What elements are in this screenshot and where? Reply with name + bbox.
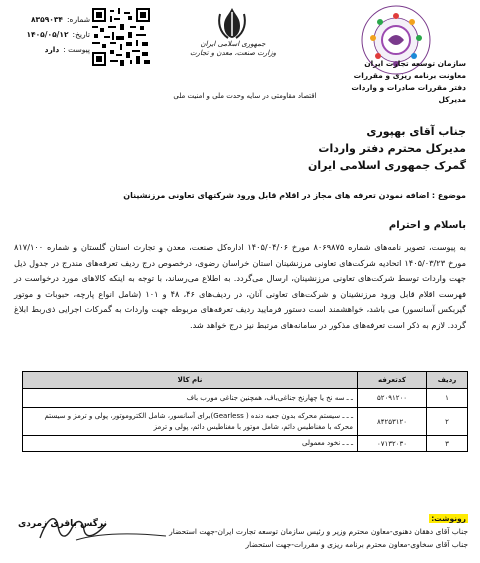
org-line: سازمان توسعه تجارت ایران (364, 59, 466, 68)
attachment-label: پیوست : (63, 45, 90, 54)
goods-name: ـ ـ ـ نخود معمولی (23, 436, 358, 452)
addressee-line: گمرک جمهوری اسلامی ایران (307, 159, 466, 172)
cc-line: جناب آقای سخاوی-معاون محترم برنامه ریزی و مقررات-جهت استحضار (245, 540, 468, 549)
table-row (23, 408, 468, 436)
number-value: ۸۳۵۹۰۳۴ (30, 15, 64, 24)
cc-label: رونوشت: (431, 514, 466, 523)
date-value: ۱۴۰۵/۰۵/۱۲ (26, 30, 69, 39)
goods-name: ـ ـ ـ سیستم محرکه بدون جعبه دنده ( Gearless)برای آسانسور، شامل الکتروموتور، پولی و ترمز و سیستم محرکه با مغناطیس دائم، شامل موتور با مغناطیس دائم، پولی و ترمز (23, 408, 358, 436)
number-label: شماره: (67, 15, 90, 24)
cc-line: جناب آقای دهقان دهنوی-معاون محترم وزیر و رئیس سازمان توسعه تجارت ایران-جهت استحضار (169, 527, 468, 536)
carbon-copy (8, 512, 468, 551)
letter-number (6, 12, 90, 27)
row-number: ۱ (427, 389, 468, 408)
iran-emblem-icon (214, 6, 250, 40)
letter-meta (6, 12, 90, 57)
ministry-line1: جمهوری اسلامی ایران (200, 40, 266, 48)
row-number: ۳ (427, 436, 468, 452)
subject-line (16, 191, 466, 200)
col-row-header: ردیف (427, 372, 468, 389)
subject-text: اضافه نمودن تعرفه های مجاز در اقلام قابل ورود شرکتهای تعاونی مرزنشینان (123, 191, 430, 200)
tariff-table (22, 371, 468, 452)
table-row (23, 389, 468, 408)
addressee (166, 123, 466, 174)
row-number: ۲ (427, 408, 468, 436)
greeting: باسلام و احترام (388, 220, 466, 231)
addressee-line: جناب آقای بهپوری (366, 125, 466, 138)
tariff-code: ۵۲۰۹۱۲۰۰ (358, 389, 427, 408)
signer-name: نرگس باقری زمردی (18, 519, 107, 529)
col-code-header: کدتعرفه (358, 372, 427, 389)
subject-label: موضوع : (431, 191, 466, 200)
ministry-name (168, 40, 298, 58)
addressee-line: مدیرکل محترم دفتر واردات (318, 142, 466, 155)
letter-date (6, 27, 90, 42)
letter-attachment (6, 42, 90, 57)
col-name-header: نام کالا (23, 372, 358, 389)
tariff-code: ۰۷۱۳۲۰۳۰ (358, 436, 427, 452)
slogan: اقتصاد مقاومتی در سایه وحدت ملی و امنیت ملی (173, 92, 317, 100)
goods-name: ـ ـ سه نخ یا چهارنخ جناغی‌باف، همچنین جناغی مورب باف (23, 389, 358, 408)
table-header-row (23, 372, 468, 389)
qr-code-icon (92, 8, 150, 66)
org-line: مدیرکل (438, 95, 466, 104)
tariff-code: ۸۴۲۵۳۱۲۰ (358, 408, 427, 436)
org-line: معاونت برنامه ریزی و مقررات (353, 71, 466, 80)
ministry-line2: وزارت صنعت، معدن و تجارت (189, 49, 277, 57)
table-row (23, 436, 468, 452)
attachment-value: دارد (44, 45, 60, 54)
date-label: تاریخ: (72, 30, 90, 39)
org-line: دفتر مقررات صادرات و واردات (351, 83, 466, 92)
letter-body: به پیوست، تصویر نامه‌های شماره ۸۰۶۹۸۷۵ مورخ ۱۴۰۵/۰۴/۰۶ اداره‌کل صنعت، معدن و تجارت استان گلستان و شماره ۸۱۷/۱۰۰ مورخ ۱۴۰۵/۰۳/۲۳ اتحادیه شرکت‌های تعاونی مرزنشینان استان خراسان رضوی، درخصوص درج ردیف تعرفه‌های مندرج در جدول ذیل جهت واردات توسط شرکت‌های تعاونی مرزنشینان، ارسال می‌گردد. به اطلاع می‌رساند، با توجه به اینکه کالاهای مورد درخواست در فهرست اقلام قابل ورود مرزنشینان و شرکت‌های تعاونی آنان، در ردیف‌های ۴۶، ۴۸ و ۱۰۱ (شامل انواع پارچه، حبوبات و موتور گیربکس آسانسور) می باشد، خواهشمند است دستور فرمایید ردیف تعرفه‌های مربوطه جهت واردات به گمرکات اجرایی ذی‌ربط ابلاغ گردد. لازم به ذکر است تعرفه‌های مذکور در سامانه‌های مرتبط نیز درج خواهد شد. (14, 242, 466, 330)
